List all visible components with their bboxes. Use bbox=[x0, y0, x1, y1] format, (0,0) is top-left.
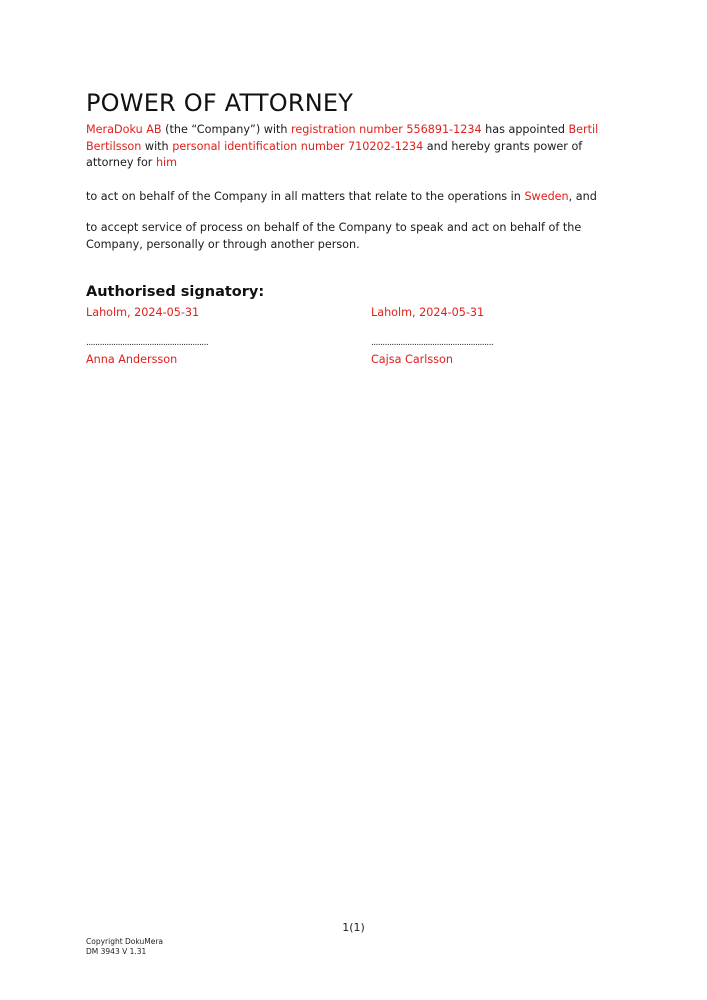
pronoun-field: him bbox=[155, 156, 178, 169]
footer-copyright: Copyright DokuMera bbox=[86, 937, 164, 946]
scope-paragraph bbox=[86, 189, 631, 206]
footer-document-id: DM 3943 V 1.31 bbox=[86, 947, 147, 956]
document-title: POWER OF ATTORNEY bbox=[86, 89, 354, 117]
signatory-name: Cajsa Carlsson bbox=[371, 353, 453, 366]
signatory-heading: Authorised signatory: bbox=[86, 284, 265, 300]
paragraph-text: has appointed bbox=[481, 123, 569, 136]
signatory-place-date: Laholm, 2024-05-31 bbox=[86, 306, 200, 319]
registration-number-field: registration number 556891-1234 bbox=[291, 123, 482, 136]
paragraph-text: , and bbox=[568, 190, 597, 203]
personal-id-field: personal identification number 710202-1234 bbox=[172, 139, 424, 153]
signature-line: ...................................................... bbox=[86, 338, 209, 348]
country-field: Sweden bbox=[524, 190, 569, 203]
signatory-block-1 bbox=[86, 305, 336, 368]
paragraph-text: with bbox=[141, 139, 173, 153]
service-paragraph: to accept service of process on behalf of the Company to speak and act on behalf of the Company, personally or through another person. bbox=[86, 221, 582, 251]
appointment-paragraph bbox=[86, 122, 631, 172]
paragraph-text: (the “Company”) with bbox=[161, 123, 292, 136]
appointee-name-field: Bertil Bertilsson bbox=[86, 123, 599, 153]
document-footer bbox=[86, 937, 163, 957]
signatory-place-date: Laholm, 2024-05-31 bbox=[371, 306, 485, 319]
company-name-field: MeraDoku AB bbox=[86, 123, 162, 136]
signature-line: ...................................................... bbox=[371, 338, 494, 348]
signatory-block-2 bbox=[371, 305, 621, 368]
page-number: 1(1) bbox=[342, 921, 365, 934]
signatory-name: Anna Andersson bbox=[86, 353, 178, 366]
paragraph-text: and hereby grants power of attorney for bbox=[86, 139, 583, 169]
paragraph-text: to act on behalf of the Company in all matters that relate to the operations in bbox=[86, 190, 525, 203]
